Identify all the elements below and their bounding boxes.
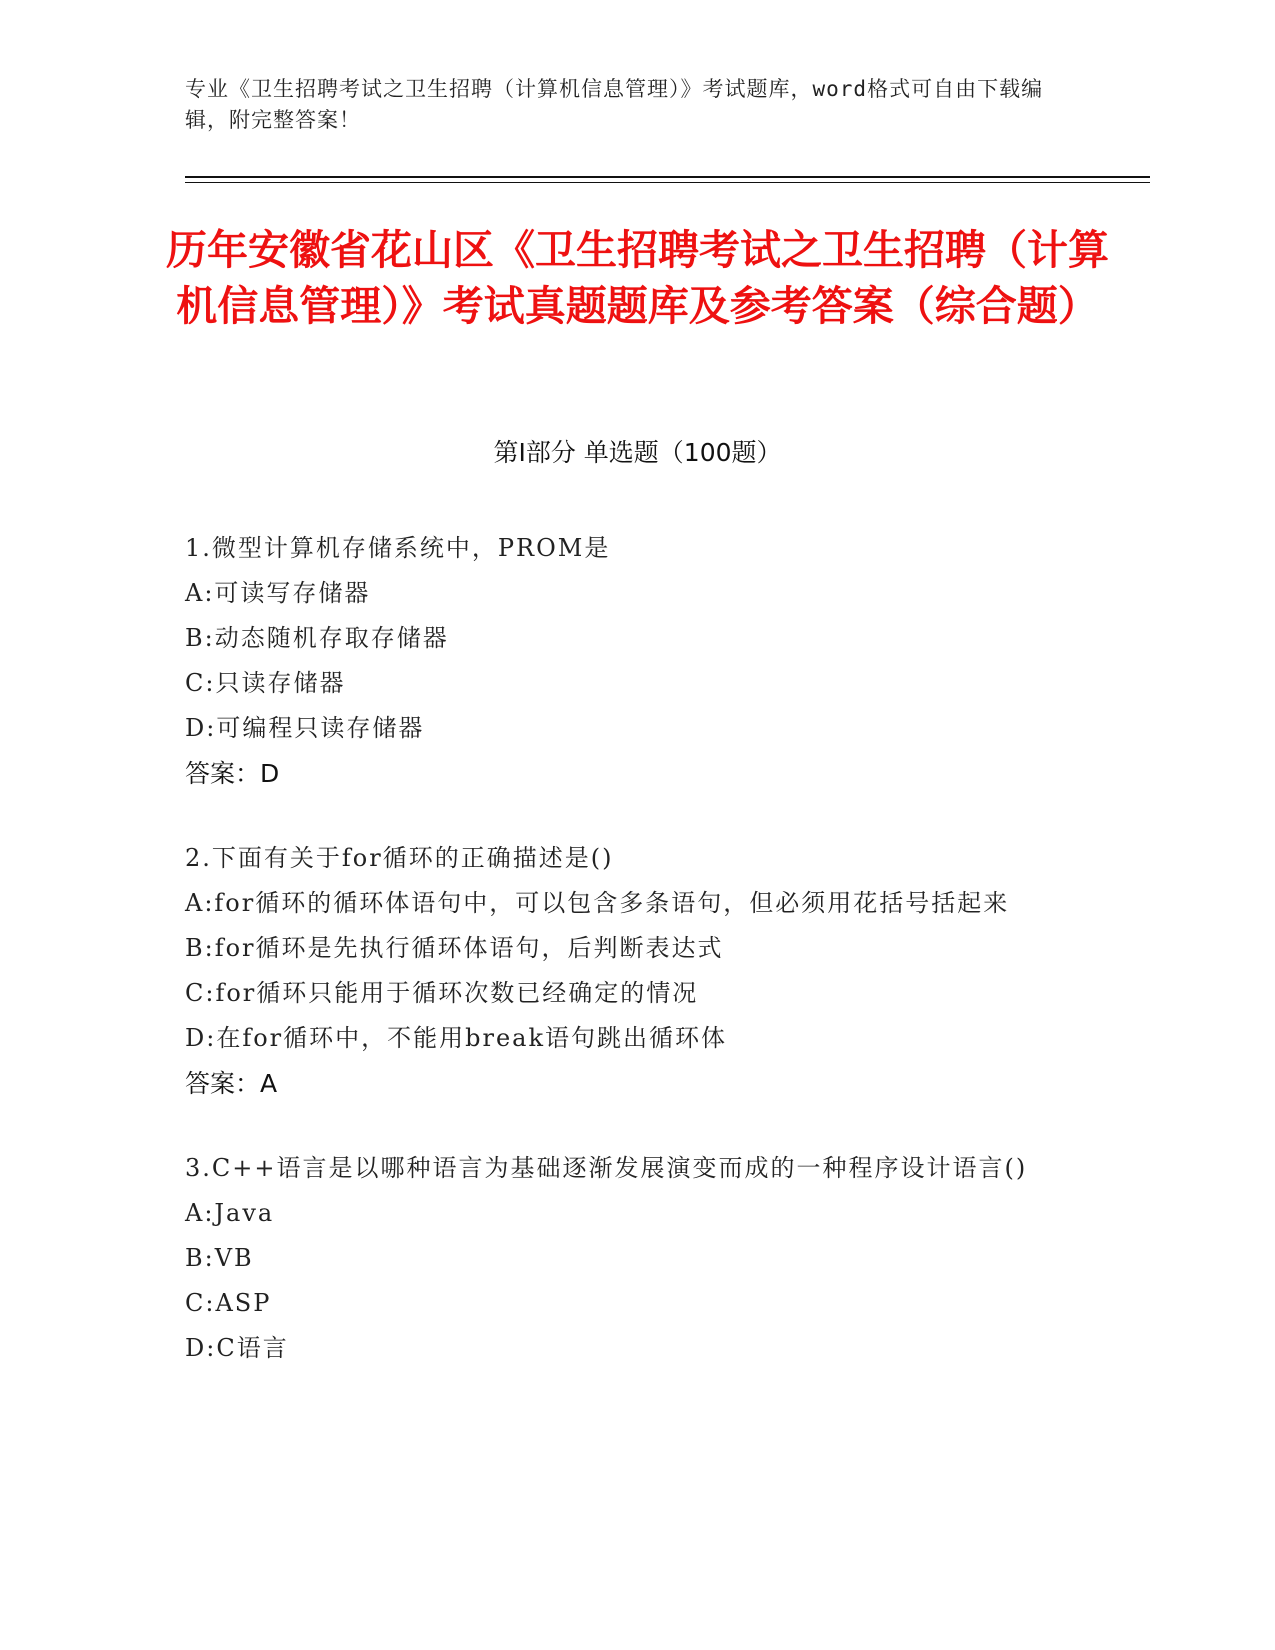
- option-b: B:动态随机存取存储器: [185, 624, 449, 652]
- option-d: D:C语言: [185, 1334, 289, 1362]
- answer-line: 答案：A: [185, 1069, 278, 1098]
- option-d: D:可编程只读存储器: [185, 714, 425, 742]
- question-list: [185, 526, 1075, 1411]
- answer-line: 答案：D: [185, 759, 280, 788]
- header-divider-thin: [185, 182, 1150, 183]
- option-a: A:可读写存储器: [185, 579, 371, 607]
- option-a: A:for循环的循环体语句中，可以包含多条语句，但必须用花括号括起来: [185, 889, 1010, 917]
- option-c: C:ASP: [185, 1289, 272, 1317]
- question-stem: 2.下面有关于for循环的正确描述是(): [185, 844, 614, 872]
- question-stem: 3.C++语言是以哪种语言为基础逐渐发展演变而成的一种程序设计语言(): [185, 1154, 1028, 1182]
- section-title: 第I部分 单选题（100题）: [493, 438, 782, 467]
- option-b: B:VB: [185, 1244, 254, 1272]
- header-divider-thick: [185, 176, 1150, 178]
- question-3: [185, 1146, 1075, 1371]
- header-note: 专业《卫生招聘考试之卫生招聘（计算机信息管理）》考试题库，word格式可自由下载编辑，附完整答案！: [185, 77, 1044, 132]
- option-d: D:在for循环中，不能用break语句跳出循环体: [185, 1024, 728, 1052]
- option-c: C:只读存储器: [185, 669, 346, 697]
- option-c: C:for循环只能用于循环次数已经确定的情况: [185, 979, 699, 1007]
- option-b: B:for循环是先执行循环体语句，后判断表达式: [185, 934, 724, 962]
- question-1: [185, 526, 1075, 796]
- question-2: [185, 836, 1075, 1106]
- option-a: A:Java: [185, 1199, 275, 1227]
- question-stem: 1.微型计算机存储系统中，PROM是: [185, 534, 611, 562]
- document-title: 历年安徽省花山区《卫生招聘考试之卫生招聘（计算机信息管理）》考试真题题库及参考答案（综合题）: [166, 226, 1109, 330]
